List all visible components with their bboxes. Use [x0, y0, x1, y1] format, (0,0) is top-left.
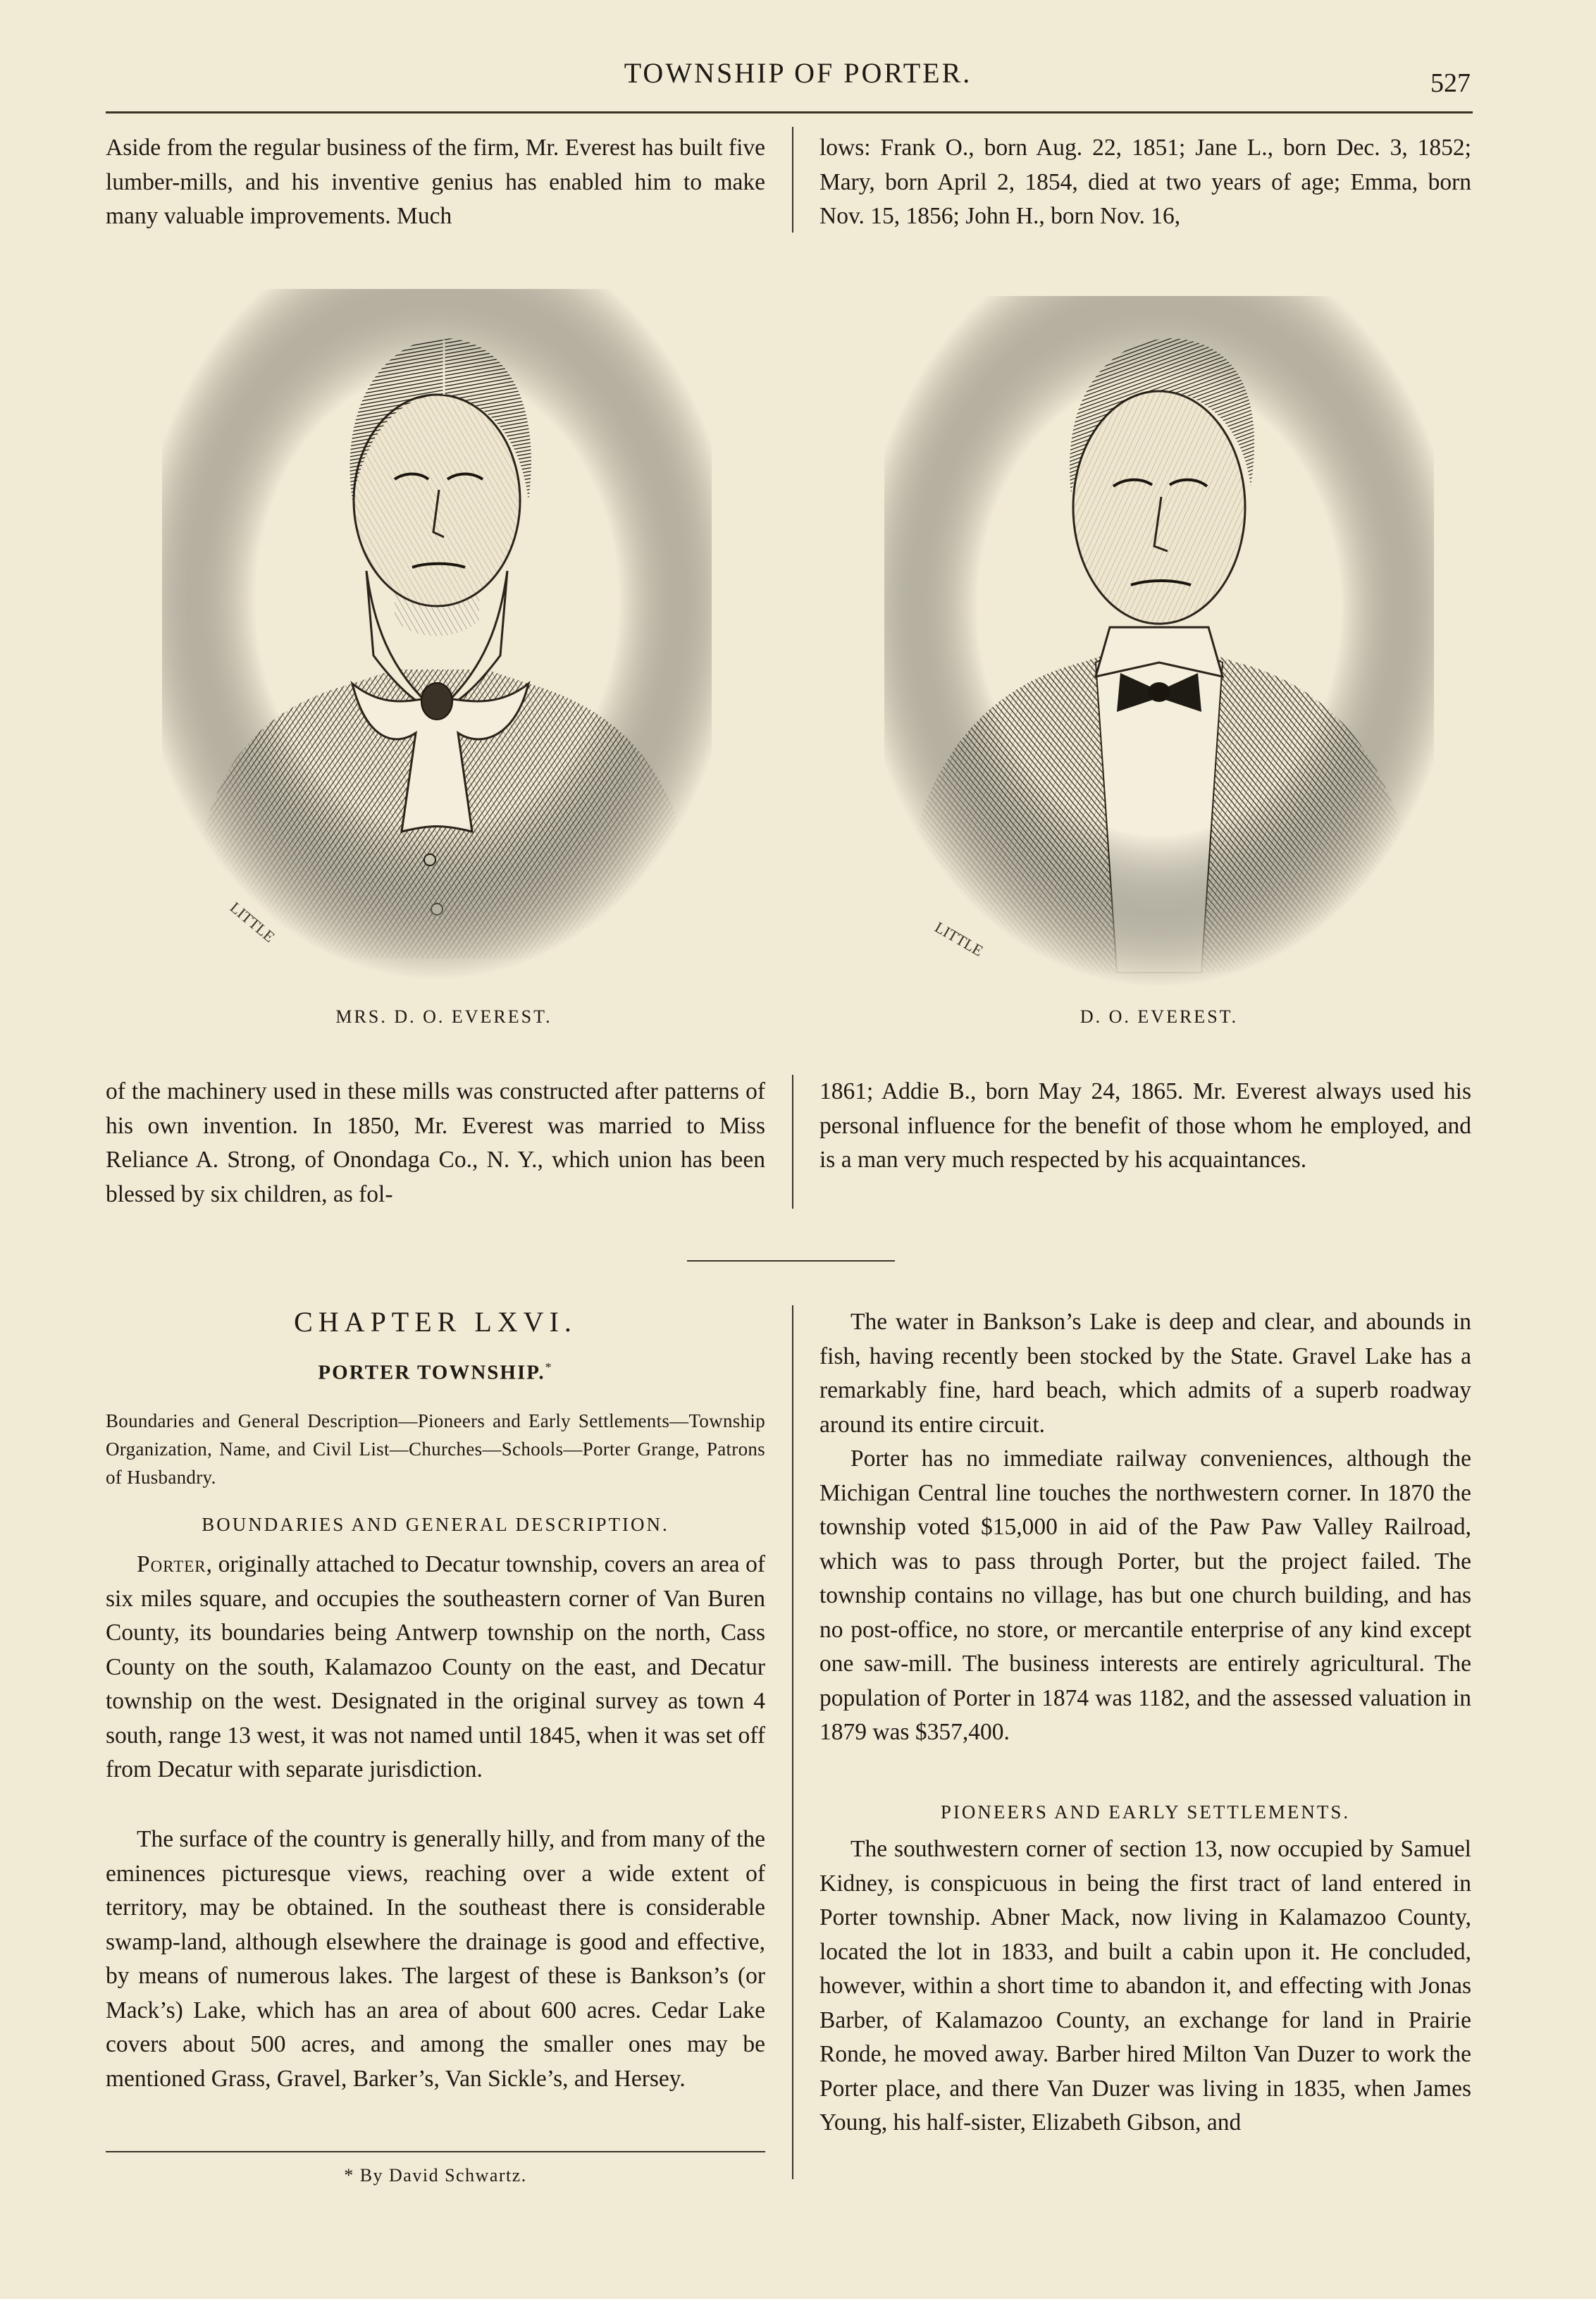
page-number: 527	[1430, 68, 1471, 98]
mid-left-paragraph: of the machinery used in these mills was constructed after patterns of his own invention. In 1850, Mr. Everest was married to Miss Reliance A. Strong, of Onondaga Co., N. Y., which union has been blessed by six children, as fol-	[106, 1078, 765, 1207]
portrait-d-o-everest-engraving	[884, 296, 1434, 987]
column-rule-top	[792, 127, 793, 233]
running-title: TOWNSHIP OF PORTER.	[624, 57, 972, 89]
chapter-contents: Boundaries and General Description—Pioneers and Early Settlements—Township Organization, Name, and Civil List—Churches—Schools—Porter Grange, Patrons of Husbandry.	[106, 1410, 765, 1488]
boundaries-paragraph-2: The surface of the country is generally hilly, and from many of the eminences picturesque views, reaching over a wide extent of territory, may be obtained. In the southeast there is considerable swamp-land, although elsewhere the drainage is good and effective, by means of numerous lakes. The largest of these is Bankson’s (or Mack’s) Lake, which has an area of about 600 acres. Cedar Lake covers about 500 acres, and among the smaller ones may be mentioned Grass, Gravel, Barker’s, Van Sickle’s, and Hersey.	[106, 1826, 765, 2092]
right-paragraph-3: The southwestern corner of section 13, now occupied by Samuel Kidney, is conspicuous in being the first tract of land entered in Porter township. Abner Mack, now living in Kalamazoo County, located the lot in 1833, and built a cabin upon it. He concluded, however, within a short time to abandon it, and effecting with Jonas Barber, of Kalamazoo County, an exchange for land in Prairie Ronde, he moved away. Barber hired Milton Van Duzer to work the Porter place, and there Van Duzer was living in 1835, when James Young, his half-sister, Elizabeth Gibson, and	[819, 1836, 1471, 2135]
portrait-mrs-everest	[162, 289, 712, 980]
footnote-rule	[106, 2151, 765, 2152]
portrait-mrs-everest-engraving	[162, 289, 712, 980]
section-head-boundaries: BOUNDARIES AND GENERAL DESCRIPTION.	[202, 1514, 669, 1535]
caption-mrs-everest: MRS. D. O. EVEREST.	[335, 1006, 552, 1027]
section-divider	[687, 1260, 895, 1262]
chapter-subtitle	[106, 1360, 765, 1385]
section-head-pioneers: PIONEERS AND EARLY SETTLEMENTS.	[940, 1801, 1351, 1823]
right-paragraph-1: The water in Bankson’s Lake is deep and clear, and abounds in fish, having recently been stocked by the State. Gravel Lake has a remarkably fine, hard beach, which admits of a superb roadway around its entire circuit.	[819, 1309, 1471, 1438]
boundaries-lead-word: Porter	[137, 1551, 206, 1577]
footnote: * By David Schwartz.	[344, 2165, 527, 2186]
top-left-paragraph: Aside from the regular business of the firm, Mr. Everest has built five lumber-mills, and his inventive genius has enabled him to make many valuable improvements. Much	[106, 135, 765, 229]
column-rule-bottom	[792, 1305, 793, 2179]
boundaries-paragraph-1-text: , originally attached to Decatur township, covers an area of six miles square, and occupies the southeastern corner of Van Buren County, its boundaries being Antwerp township on the north, Cass County on the south, Kalamazoo County on the east, and Decatur township on the west. Designated in the original survey as town 4 south, range 13 west, it was not named until 1845, when it was set off from Decatur with separate jurisdiction.	[106, 1551, 765, 1782]
mid-right-paragraph: 1861; Addie B., born May 24, 1865. Mr. Everest always used his personal influence for the benefit of those whom he employed, and is a man very much respected by his acquaintances.	[819, 1078, 1471, 1173]
top-right-paragraph: lows: Frank O., born Aug. 22, 1851; Jane L., born Dec. 3, 1852; Mary, born April 2, 1854, died at two years of age; Emma, born Nov. 15, 1856; John H., born Nov. 16,	[819, 135, 1471, 229]
header-rule	[106, 111, 1473, 113]
column-rule-mid	[792, 1075, 793, 1209]
right-engraver-signature: LITTLE	[932, 918, 986, 960]
caption-d-o-everest: D. O. EVEREST.	[1080, 1006, 1239, 1027]
left-engraver-signature: LITTLE	[226, 898, 278, 946]
boundaries-paragraph-1	[106, 1548, 765, 1787]
portrait-d-o-everest	[884, 296, 1434, 987]
chapter-subtitle-text: PORTER TOWNSHIP.	[318, 1361, 545, 1384]
chapter-footnote-mark: *	[545, 1360, 553, 1374]
chapter-title: CHAPTER LXVI.	[294, 1306, 577, 1338]
right-paragraph-2: Porter has no immediate railway conveniences, although the Michigan Central line touches the northwestern corner. In 1870 the township voted $15,000 in aid of the Paw Paw Valley Railroad, which was to pass through Porter, but the project failed. The township contains no village, has but one church building, and has no post-office, no store, or mercantile enterprise of any kind except one saw-mill. The business interests are entirely agricultural. The population of Porter in 1874 was 1182, and the assessed valuation in 1879 was $357,400.	[819, 1446, 1471, 1745]
